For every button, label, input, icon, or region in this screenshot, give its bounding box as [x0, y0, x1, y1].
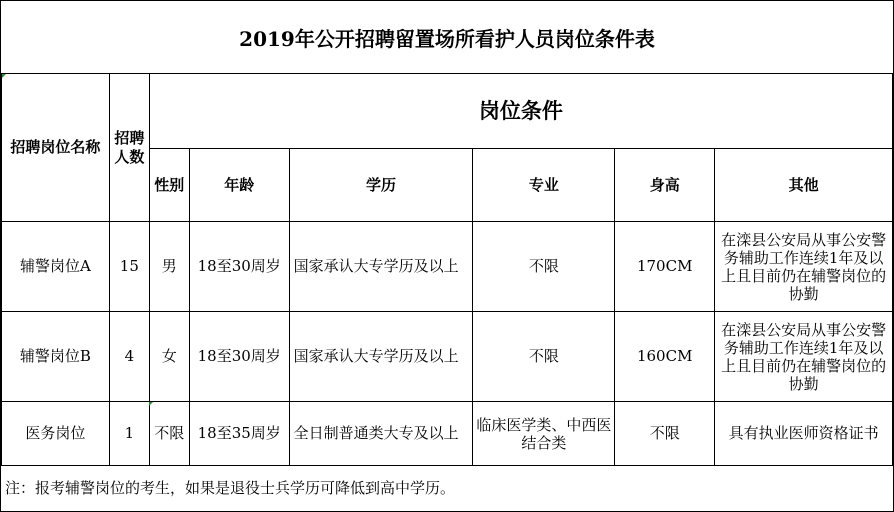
table-row	[2, 402, 893, 466]
header-age: 年龄	[189, 149, 289, 222]
header-position-name: 招聘岗位名称	[2, 74, 110, 222]
cell-count: 15	[109, 222, 149, 312]
comment-marker-icon	[149, 402, 153, 406]
cell-education: 国家承认大专学历及以上	[289, 312, 473, 402]
cell-position: 辅警岗位B	[2, 312, 110, 402]
table-row	[2, 312, 893, 402]
header-conditions: 岗位条件	[149, 74, 892, 149]
cell-major: 临床医学类、中西医结合类	[473, 402, 615, 466]
header-count: 招聘人数	[109, 74, 149, 222]
cell-gender: 不限	[149, 402, 189, 466]
cell-position: 医务岗位	[2, 402, 110, 466]
cell-other: 在滦县公安局从事公安警务辅助工作连续1年及以上且目前仍在辅警岗位的协勤	[715, 222, 893, 312]
header-height: 身高	[615, 149, 715, 222]
table-row	[2, 222, 893, 312]
header-major: 专业	[473, 149, 615, 222]
cell-major: 不限	[473, 312, 615, 402]
header-row-1	[2, 74, 893, 149]
cell-position: 辅警岗位A	[2, 222, 110, 312]
cell-major: 不限	[473, 222, 615, 312]
cell-height: 170CM	[615, 222, 715, 312]
header-gender: 性别	[149, 149, 189, 222]
conditions-table	[1, 73, 893, 466]
cell-count: 4	[109, 312, 149, 402]
cell-count: 1	[109, 402, 149, 466]
cell-height: 160CM	[615, 312, 715, 402]
footnote: 注：报考辅警岗位的考生，如果是退役士兵学历可降低到高中学历。	[5, 479, 456, 497]
cell-age: 18至30周岁	[189, 222, 289, 312]
cell-other: 具有执业医师资格证书	[715, 402, 893, 466]
comment-marker-icon	[2, 74, 6, 78]
table-title: 2019年公开招聘留置场所看护人员岗位条件表	[239, 26, 655, 51]
cell-age: 18至30周岁	[189, 312, 289, 402]
cell-other: 在滦县公安局从事公安警务辅助工作连续1年及以上且目前仍在辅警岗位的协勤	[715, 312, 893, 402]
cell-age: 18至35周岁	[189, 402, 289, 466]
header-education: 学历	[289, 149, 473, 222]
cell-gender: 男	[149, 222, 189, 312]
cell-gender: 女	[149, 312, 189, 402]
cell-education: 国家承认大专学历及以上	[289, 222, 473, 312]
cell-education: 全日制普通类大专及以上	[289, 402, 473, 466]
cell-height: 不限	[615, 402, 715, 466]
header-other: 其他	[715, 149, 893, 222]
